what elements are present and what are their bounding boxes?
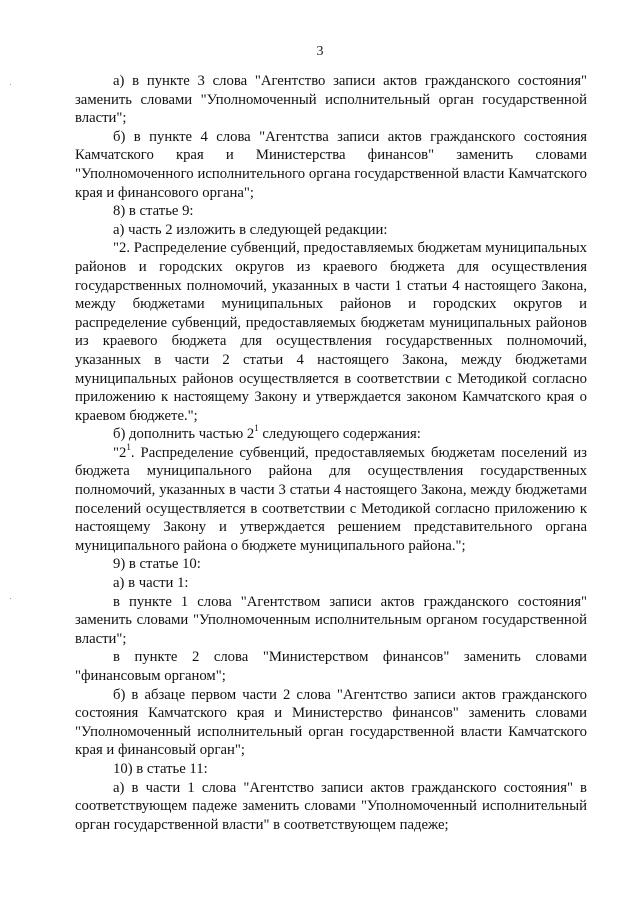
scan-artifact — [10, 84, 11, 85]
paragraph: б) в пункте 4 слова "Агентства записи актов гражданского состояния Камчатского края и Министерства финансов" заменить словами "Уполномоченного исполнительного органа государственной власти Камчатского края и финансового органа"; — [75, 128, 587, 201]
paragraph: а) в части 1 слова "Агентство записи актов гражданского состояния" в соответствующем падеже заменить словами "Уполномоченный исполнительный орган государственной власти" в соответствующем падеже; — [75, 779, 587, 833]
paragraph: в пункте 1 слова "Агентством записи актов гражданского состояния" заменить словами "Уполномоченным исполнительным органом государственной власти"; — [75, 593, 587, 647]
scan-artifact — [10, 598, 11, 599]
paragraph: а) в части 1: — [113, 575, 189, 592]
paragraph: 9) в статье 10: — [113, 556, 201, 573]
paragraph: а) часть 2 изложить в следующей редакции: — [113, 221, 388, 238]
paragraph: а) в пункте 3 слова "Агентство записи актов гражданского состояния" заменить словами "Уполномоченный исполнительный орган государственной власти"; — [75, 73, 587, 127]
paragraph: 10) в статье 11: — [113, 760, 208, 777]
paragraph: б) в абзаце первом части 2 слова "Агентство записи актов гражданского состояния Камчатского края и Министерство финансов" заменить словами "Уполномоченный исполнительный орган государственной власти Камчатского края и финансовый орган"; — [75, 686, 587, 759]
paragraph: в пункте 2 слова "Министерством финансов" заменить словами "финансовым органом"; — [75, 649, 587, 684]
document-body — [75, 72, 587, 834]
paragraph: "2. Распределение субвенций, предоставляемых бюджетам муниципальных районов и городских округов из краевого бюджета для осуществления государственных полномочий, указанных в части 1 статьи 4 настоящего Закона, между бюджетами муниципальных районов и городских округов и распределение субвенций, предоставляемых бюджетам муниципальных районов из краевого бюджета для осуществления государственных полномочий, указанных в части 2 статьи 4 настоящего Закона, между бюджетами муниципальных районов осуществляется в соответствии с Методикой согласно приложению к настоящему Закону и утверждается законом Камчатского края о краевом бюджете."; — [75, 240, 587, 424]
paragraph: "$2^1$. Распределение субвенций, предоставляемых бюджетам поселений из бюджета муниципального района для осуществления государственных полномочий, указанных в части 3 статьи 4 настоящего Закона, между бюджетами поселений осуществляется в соответствии с Методикой согласно приложению к настоящему Закону и утверждается решением представительного органа муниципального района о бюджете муниципального района."; — [75, 441, 587, 554]
paragraph: 8) в статье 9: — [113, 203, 194, 220]
page-number: 3 — [316, 44, 324, 59]
paragraph: б) дополнить частью $2^1$ следующего содержания: — [113, 423, 421, 443]
